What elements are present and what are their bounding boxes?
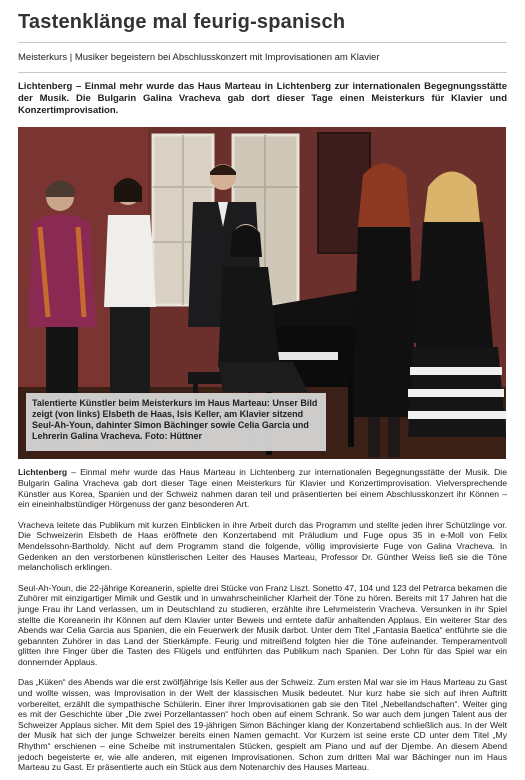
- photo-caption: Talentierte Künstler beim Meisterkurs im Haus Marteau: Unser Bild zeigt (von links) Elsbeth de Haas, Isis Keller, am Klavier sitzend Seul-Ah-Youn, dahinter Simon Bächinger sowie Celia Garcia und Lehrerin Galina Vracheva. Foto: Hüttner: [26, 393, 326, 451]
- dateline-place: Lichtenberg: [18, 467, 68, 478]
- divider: [18, 42, 507, 43]
- subline: Meisterkurs | Musiker begeistern bei Abschlusskonzert mit Improvisationen am Klavier: [18, 52, 380, 63]
- divider: [18, 72, 507, 73]
- body-paragraph: [18, 467, 507, 509]
- article-body: [18, 467, 507, 772]
- body-paragraph: Vracheva leitete das Publikum mit kurzen Einblicken in ihre Arbeit durch das Programm und stellte jeden ihrer Schützlinge vor. Die Schweizerin Elsbeth de Haas eröffnete den Konzertabend mit Präludium und Fuge opus 35 in e-Moll von Felix Mendelssohn-Bartholdy. Nicht auf dem Programm stand die folgende, völlig improvisierte Fuge von Galina Vracheva. In Gedenken an den verstorbenen künstlerischen Leiter des Hauses Marteau, Professor Dr. Günther Weiss ließ sie die Töne melancholisch erklingen.: [18, 519, 507, 573]
- body-paragraph: Seul-Ah-Youn, die 22-jährige Koreanerin, spielte drei Stücke von Franz Liszt. Sonetto 47, 104 und 123 del Petrarca bekamen die Zuhörer mit einzigartiger Mimik und Gestik und in unwahrscheinlicher Klarheit der Töne zu hören. Bereits mit 17 Jahren hat die junge Frau ihr Land verlassen, um in Deutschland zu studieren, erzählte ihre Lehrmeisterin Vracheva. Versunken in ihr Spiel stellte die Koreanerin ihr Können auf dem Klavier unter Beweis und erntete dafür anhaltenden Applaus. Ein weiterer Star des Abends war Celia Garcia aus Spanien, die ein Feuerwerk der Musik darbot. Unter dem Titel „Fantasia Baetica“ entführte sie die gebannten Zuhörer in das Land der Stierkämpfe. Feurig und mitreißend folgten hier die Töne aufeinander. Temperamentvoll glitten ihre Finger über die Tasten des Flügels und entführten das Publikum nach Spanien. Der Lohn für das Spiel war ein donnernder Applaus.: [18, 582, 507, 667]
- body-paragraph: Das „Küken“ des Abends war die erst zwölfjährige Isis Keller aus der Schweiz. Zum ersten Mal war sie im Haus Marteau zu Gast und wollte wissen, was Improvisation in der Welt der klassischen Musik bedeutet. Nur kurz habe sie sich auf ihren Auftritt vorbereitet, erzählt die sympathische Schülerin. Einer ihrer Improvisationen gab sie den Titel „Nebellandschaften“. Weiter ging es mit der Geschichte über „Die zwei Porzellantassen“ hoch oben auf einem Schrank. So war auch dem jungen Talent aus der Schweizer Applaus sicher. Mit dem Spiel des 19-jährigen Simon Bächinger klang der Konzertabend schließlich aus. In der Welt der Musik hat sich der junge Schweizer bereits einen Namen gemacht. Vor Kurzem ist seine erste CD unter dem Titel „My Rhythm“ erschienen – eine Scheibe mit instrumentalen Stücken, gespielt am Piano und auf der Djembe. An diesem Abend jedoch begeisterte er, wie alle anderen, mit eigenen Improvisationen. Schon zum dritten Mal war Bächinger nun im Haus Marteau zu Gast. Er präsentierte auch ein Stück aus dem Notenarchiv des Hauses Marteau.: [18, 677, 507, 773]
- paragraph-text: – Einmal mehr wurde das Haus Marteau in Lichtenberg zur internationalen Begegnungsstätte der Musik. Die Bulgarin Galina Vracheva gab dort dieser Tage einen Meisterkurs für Klavier und Konzertimprovisation. Vielversprechende Künstler aus Korea, Spanien und der Schweiz nahmen daran teil und präsentierten bei einem Abschlusskonzert ihr Können – ein eineinhalbstündiger Hörgenuss der ganz besonderen Art.: [18, 467, 507, 510]
- article-photo: [18, 127, 506, 459]
- headline: Tastenklänge mal feurig-spanisch: [18, 11, 346, 33]
- lead-paragraph: Lichtenberg – Einmal mehr wurde das Haus Marteau in Lichtenberg zur internationalen Begegnungsstätte der Musik. Die Bulgarin Galina Vracheva gab dort dieser Tage einen Meisterkurs für Klavier und Konzertimprovisation.: [18, 81, 507, 116]
